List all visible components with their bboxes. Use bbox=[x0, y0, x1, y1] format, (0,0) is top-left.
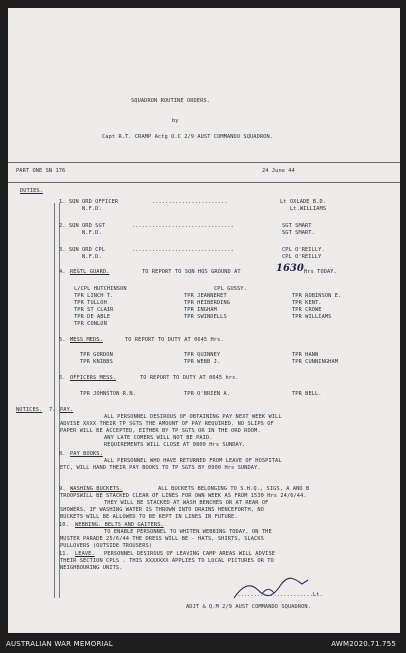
archive-footer bbox=[0, 633, 406, 653]
notice-10-line: PULLOVERS (OUTSIDE TROUSERS) bbox=[60, 543, 153, 549]
notice-10-line: TO ENABLE PERSONNEL TO WHITEN WEBBING TODAY, ON THE bbox=[104, 529, 272, 535]
duty-5-text: TO REPORT TO DUTY AT 0645 Hrs. bbox=[125, 337, 224, 343]
guard-name: TPR HEIBERDING bbox=[184, 300, 231, 306]
notice-11-line: THEIR SECTION CPLS . THIS XXXXXXX APPLIES TO LOCAL PICTURES OR TO bbox=[60, 558, 274, 564]
duty-1-next: N.F.D. bbox=[82, 206, 102, 212]
guard-name: TPR DE ABLE bbox=[74, 314, 111, 320]
mess-name: TPR WEBB J. bbox=[184, 359, 221, 365]
author-line: Capt R.T. CRAMP Actg O.C 2/9 AUST COMMANDO SQUADRON. bbox=[102, 134, 274, 140]
guard-name: TPR INGHAM bbox=[184, 307, 217, 313]
document-page bbox=[8, 8, 400, 633]
mess-name: TPR KNIBBS bbox=[80, 359, 113, 365]
duty-2-dots: ............................... bbox=[132, 223, 234, 229]
duty-3-name: CPL O'REILLY. bbox=[282, 247, 325, 253]
duty-4-end: Hrs TODAY. bbox=[304, 269, 337, 275]
notice-7-label: PAY. bbox=[60, 407, 74, 413]
mess-name: TPR HANN bbox=[292, 352, 319, 358]
duty-3-next-name: CPL O'REILLY bbox=[282, 254, 322, 260]
notice-10-label: WEBBING. BELTS AND GAITERS. bbox=[75, 522, 164, 528]
duty-4-number: 4. bbox=[59, 269, 66, 275]
notice-10-line: MUSTER PARADE 25/6/44 THE DRESS WILL BE - HATS, SHIRTS, SLACKS bbox=[60, 536, 264, 542]
notice-10-number: 10. bbox=[59, 522, 69, 528]
notice-9-line: BUCKETS WILL BE ALLOWED TO BE KEPT IN LINES IN FUTURE. bbox=[60, 514, 238, 520]
notice-9-line: THEY WILL BE STACKED AT WASH BENCHES OR AT REAR OF bbox=[104, 500, 269, 506]
duty-1-label: 1. SQN ORD OFFICER bbox=[59, 199, 119, 205]
guard-name: TPR ROBINSON E. bbox=[292, 293, 342, 299]
duty-4-text: TO REPORT TO SQN HQS GROUND AT bbox=[142, 269, 241, 275]
notice-8-line: ALL PERSONNEL WHO HAVE RETURNED FROM LEAVE OF HOSPITAL bbox=[104, 458, 282, 464]
officers-mess-name: TPR JOHNSTON R.N. bbox=[80, 391, 136, 397]
handwritten-signature bbox=[232, 576, 312, 602]
guard-name: TPR JEANNERET bbox=[184, 293, 227, 299]
header-rule bbox=[8, 162, 400, 163]
duty-6-label: OFFICERS MESS. bbox=[70, 375, 117, 381]
part-rule bbox=[8, 182, 400, 183]
by-text: by bbox=[172, 118, 179, 124]
notice-9-line: ALL BUCKETS BELONGING TO S.H.Q., SIGS, A AND B bbox=[158, 486, 310, 492]
duty-4-handwritten-time: 1630 bbox=[276, 263, 304, 274]
guard-name: TPR WILLIAMS bbox=[292, 314, 332, 320]
duty-2-label: 2. SQN ORD SGT bbox=[59, 223, 106, 229]
mess-name: TPR QUINNEY bbox=[184, 352, 221, 358]
notice-7-line: ANY LATE COMERS WILL NOT BE PAID. bbox=[104, 435, 213, 441]
duty-1-next-name: Lt.WILLIAMS bbox=[290, 206, 327, 212]
notice-11-line: PERSONNEL DESIROUS OF LEAVING CAMP AREAS WILL ADVISE bbox=[104, 551, 276, 557]
guard-row: CPL GUSSY. bbox=[214, 286, 247, 292]
duty-3-next: N.F.D. bbox=[82, 254, 102, 260]
part-number: PART ONE SN 176 bbox=[16, 168, 66, 174]
duty-1-name: Lt OXLADE B.D. bbox=[280, 199, 327, 205]
signature-line: ........................Lt. bbox=[234, 592, 323, 598]
duty-3-label: 3. SQN ORD CPL bbox=[59, 247, 106, 253]
document-title: SQUADRON ROUTINE ORDERS. bbox=[131, 98, 210, 104]
guard-name: TPR ST CLAIR bbox=[74, 307, 114, 313]
archive-name: AUSTRALIAN WAR MEMORIAL bbox=[6, 640, 113, 648]
notice-11-label: LEAVE. bbox=[75, 551, 95, 557]
duties-heading: DUTIES. bbox=[20, 188, 44, 194]
order-date: 24 June 44 bbox=[262, 168, 295, 174]
guard-row: L/CPL HUTCHINSON bbox=[74, 286, 127, 292]
guard-name: TPR TULLOH bbox=[74, 300, 107, 306]
notice-9-number: 9. bbox=[59, 486, 66, 492]
notice-7-line: ADVISE XXXX THEIR TP SGTS THE AMOUNT OF PAY REQUIRED. NO SLIPS OF bbox=[60, 421, 274, 427]
duty-5-label: MESS MEDS. bbox=[70, 337, 103, 343]
duty-1-dots: ....................... bbox=[152, 199, 228, 205]
duty-6-number: 6. bbox=[59, 375, 66, 381]
mess-name: TPR GORDON bbox=[80, 352, 113, 358]
duty-2-next-name: SGT SMART. bbox=[282, 230, 315, 236]
officers-mess-name: TPR BELL. bbox=[292, 391, 322, 397]
duty-3-dots: ............................... bbox=[132, 247, 234, 253]
notice-9-line: SHOWERS. IF WASHING WATER IS THROWN INTO DRAINS HENCEFORTH, NO bbox=[60, 507, 264, 513]
mess-name: TPR CUNNINGHAM bbox=[292, 359, 339, 365]
duty-2-name: SGT SMART bbox=[282, 223, 312, 229]
guard-name: TPR CROWE bbox=[292, 307, 322, 313]
officers-mess-name: TPR O'BRIEN A. bbox=[184, 391, 231, 397]
notice-11-line: NEIGHBOURING UNITS. bbox=[60, 565, 123, 571]
notices-heading: NOTICES. bbox=[16, 407, 43, 413]
notice-7-line: REQUIREMENTS WILL CLOSE AT 0800 Hrs SUNDAY. bbox=[104, 442, 246, 448]
guard-name: TPR SWINDELLS bbox=[184, 314, 227, 320]
notice-9-line: TROOPSWILL BE STACKED CLEAR OF LINES FOR OWN WEEK AS FROM 1530 Hrs 24/6/44. bbox=[60, 493, 307, 499]
duty-2-next: N.F.D. bbox=[82, 230, 102, 236]
duty-6-text: TO REPORT TO DUTY AT 0645 hrs. bbox=[140, 375, 239, 381]
duty-5-number: 5. bbox=[59, 337, 66, 343]
guard-name: TPR CONLON bbox=[74, 321, 107, 327]
notice-9-label: WASHING BUCKETS. bbox=[70, 486, 123, 492]
notice-8-line: ETC, WILL HAND THEIR PAY BOOKS TO TP SGTS BY 0900 Hrs SUNDAY. bbox=[60, 465, 261, 471]
notice-7-line: PAPER WILL BE ACCEPTED, EITHER BY TP SGTS OR IN THE ORD ROOM. bbox=[60, 428, 261, 434]
margin-line-left bbox=[54, 203, 55, 598]
duty-4-label: REGTL GUARD. bbox=[70, 269, 110, 275]
notice-8-number: 8. bbox=[59, 451, 66, 457]
guard-name: TPR LINCH T. bbox=[74, 293, 114, 299]
guard-name: TPR KENT. bbox=[292, 300, 322, 306]
signature-title: ADJT & Q.M 2/9 AUST COMMANDO SQUADRON. bbox=[186, 604, 311, 610]
notice-8-label: PAY BOOKS. bbox=[70, 451, 103, 457]
notice-7-number: 7. bbox=[49, 407, 56, 413]
notice-11-number: 11. bbox=[59, 551, 69, 557]
notice-7-line: ALL PERSONNEL DESIROUS OF OBTAINING PAY NEXT WEEK WILL bbox=[104, 414, 282, 420]
archive-reference: AWM2020.71.755 bbox=[331, 640, 396, 648]
